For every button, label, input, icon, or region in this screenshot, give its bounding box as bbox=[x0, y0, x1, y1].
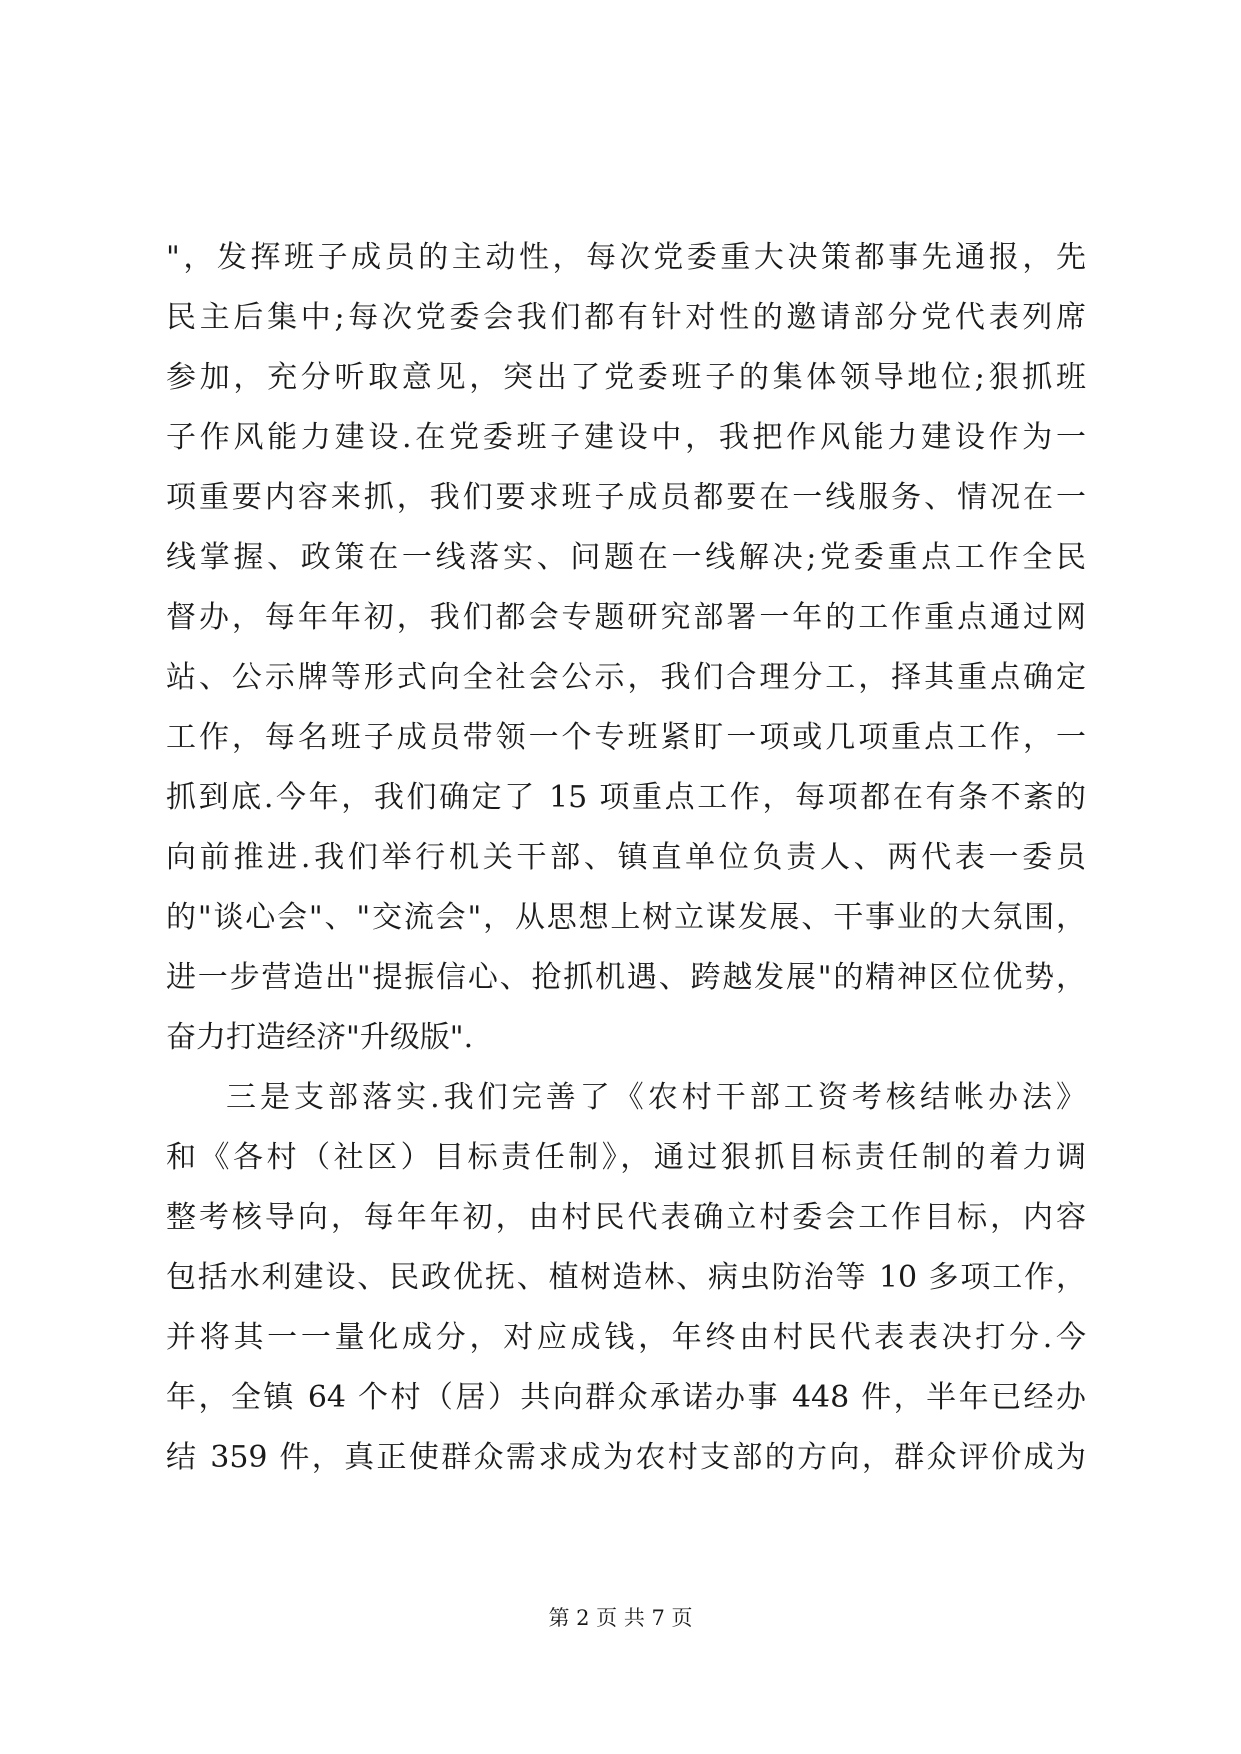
text-line: 和《各村（社区）目标责任制》，通过狠抓目标责任制的着力调 bbox=[166, 1140, 1086, 1175]
text-line: 包括水利建设、民政优抚、植树造林、病虫防治等 10 多项工作， bbox=[166, 1260, 1086, 1295]
page-number-footer: 第 2 页 共 7 页 bbox=[548, 1606, 693, 1630]
text-line: 向前推进.我们举行机关干部、镇直单位负责人、两代表一委员 bbox=[166, 840, 1086, 875]
paragraph-1 bbox=[166, 228, 1086, 1068]
text-line: 子作风能力建设.在党委班子建设中，我把作风能力建设作为一 bbox=[166, 420, 1086, 455]
text-line: 三是支部落实.我们完善了《农村干部工资考核结帐办法》 bbox=[226, 1080, 1086, 1115]
body-text bbox=[166, 228, 1086, 1488]
text-line: 进一步营造出"提振信心、抢抓机遇、跨越发展"的精神区位优势， bbox=[166, 960, 1086, 995]
text-line: 线掌握、政策在一线落实、问题在一线解决;党委重点工作全民 bbox=[166, 540, 1086, 575]
text-line: 民主后集中;每次党委会我们都有针对性的邀请部分党代表列席 bbox=[166, 300, 1086, 335]
text-line: 结 359 件，真正使群众需求成为农村支部的方向，群众评价成为 bbox=[166, 1440, 1086, 1475]
paragraph-2 bbox=[166, 1068, 1086, 1488]
text-line: 并将其一一量化成分，对应成钱，年终由村民代表表决打分.今 bbox=[166, 1320, 1086, 1355]
text-line: 参加，充分听取意见，突出了党委班子的集体领导地位;狠抓班 bbox=[166, 360, 1086, 395]
text-line: 奋力打造经济"升级版". bbox=[166, 1020, 474, 1055]
text-line: 站、公示牌等形式向全社会公示，我们合理分工，择其重点确定 bbox=[166, 660, 1086, 695]
text-line: 抓到底.今年，我们确定了 15 项重点工作，每项都在有条不紊的 bbox=[166, 780, 1086, 815]
text-line: 整考核导向，每年年初，由村民代表确立村委会工作目标，内容 bbox=[166, 1200, 1086, 1235]
text-line: 的"谈心会"、"交流会"，从思想上树立谋发展、干事业的大氛围， bbox=[166, 900, 1086, 935]
text-line: 年，全镇 64 个村（居）共向群众承诺办事 448 件，半年已经办 bbox=[166, 1380, 1086, 1415]
text-line: 督办，每年年初，我们都会专题研究部署一年的工作重点通过网 bbox=[166, 600, 1086, 635]
text-line: 工作，每名班子成员带领一个专班紧盯一项或几项重点工作，一 bbox=[166, 720, 1086, 755]
text-line: 项重要内容来抓，我们要求班子成员都要在一线服务、情况在一 bbox=[166, 480, 1086, 515]
text-line: "，发挥班子成员的主动性，每次党委重大决策都事先通报，先 bbox=[166, 240, 1086, 275]
